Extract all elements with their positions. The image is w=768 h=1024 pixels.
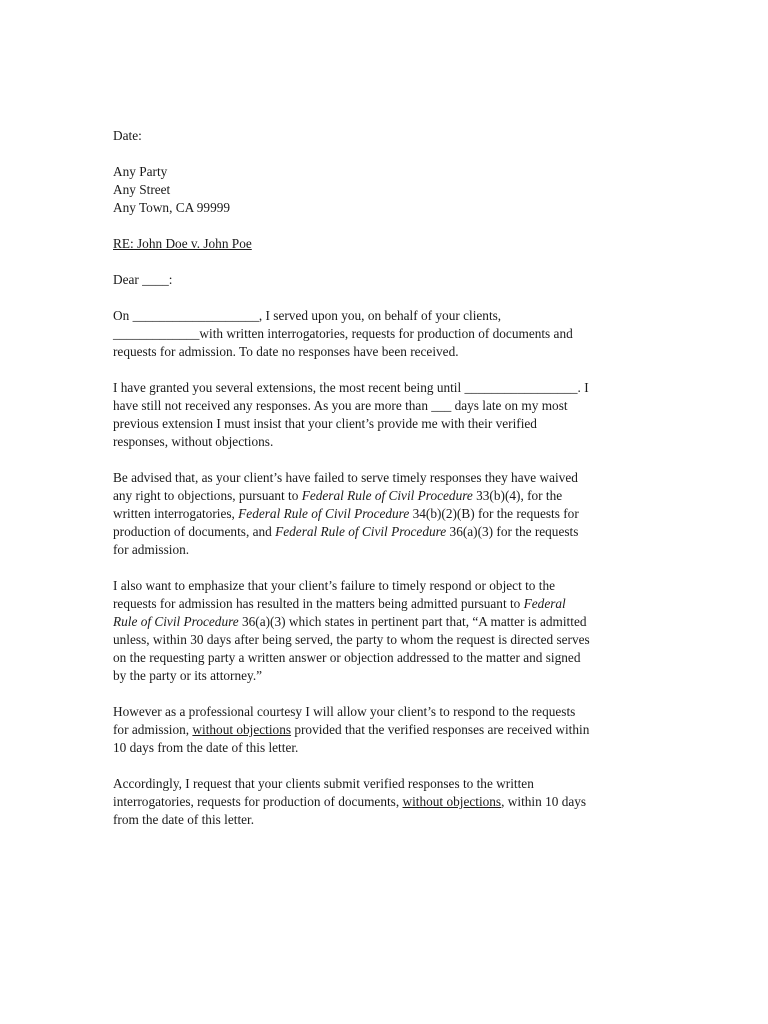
without-objections-emphasis: without objections [402, 794, 502, 809]
p6-line-3: from the date of this letter. [113, 812, 255, 827]
p3-line-3 [113, 505, 643, 523]
p3-line-2-start: any right to objections, pursuant to [113, 488, 302, 503]
p3-line-4 [113, 523, 643, 541]
p2-line-1: I have granted you several extensions, the most recent being until _________________. I [113, 380, 589, 395]
paragraph-1 [113, 307, 643, 361]
letter-body [113, 127, 643, 829]
p6-line-1: Accordingly, I request that your clients submit verified responses to the written [113, 776, 534, 791]
rule-citation: Federal Rule of Civil Procedure [301, 488, 473, 503]
p3-line-2 [113, 487, 643, 505]
p3-line-4-end: 36(a)(3) for the requests [446, 524, 579, 539]
re-subject: RE: John Doe v. John Poe [113, 236, 252, 251]
p4-line-2-start: requests for admission has resulted in the matters being admitted pursuant to [113, 596, 524, 611]
rule-citation-part-2: Rule of Civil Procedure [113, 614, 239, 629]
salutation-text: Dear ____: [113, 272, 173, 287]
p5-line-1: However as a professional courtesy I will allow your client’s to respond to the requests [113, 704, 576, 719]
p3-line-3-end: 34(b)(2)(B) for the requests for [409, 506, 579, 521]
p4-line-5: on the requesting party a written answer or objection addressed to the matter and signed [113, 650, 581, 665]
p4-line-6: by the party or its attorney.” [113, 668, 263, 683]
p3-line-2-end: 33(b)(4), for the [472, 488, 563, 503]
p2-line-2: have still not received any responses. As you are more than ___ days late on my most [113, 398, 568, 413]
paragraph-4 [113, 577, 643, 685]
p5-line-2 [113, 721, 643, 739]
p4-line-2 [113, 595, 643, 613]
address-line-1: Any Party [113, 164, 168, 179]
rule-citation: Federal Rule of Civil Procedure [275, 524, 447, 539]
p3-line-3-start: written interrogatories, [113, 506, 239, 521]
p6-line-2-start: interrogatories, requests for production of documents, [113, 794, 403, 809]
p6-line-2 [113, 793, 643, 811]
address-line-2: Any Street [113, 182, 171, 197]
without-objections-emphasis: without objections [192, 722, 292, 737]
p4-line-3-end: 36(a)(3) which states in pertinent part that, “A matter is admitted [238, 614, 587, 629]
p1-line-3: requests for admission. To date no responses have been received. [113, 344, 459, 359]
re-line [113, 235, 643, 253]
paragraph-6 [113, 775, 643, 829]
p2-line-4: responses, without objections. [113, 434, 274, 449]
recipient-address [113, 163, 643, 217]
p5-line-2-start: for admission, [113, 722, 193, 737]
paragraph-2 [113, 379, 643, 451]
rule-citation-part-1: Federal [523, 596, 566, 611]
rule-citation: Federal Rule of Civil Procedure [238, 506, 410, 521]
salutation [113, 271, 643, 289]
p3-line-5: for admission. [113, 542, 190, 557]
date-line [113, 127, 643, 145]
paragraph-3 [113, 469, 643, 559]
p5-line-2-end: provided that the verified responses are received within [291, 722, 590, 737]
p4-line-3 [113, 613, 643, 631]
p1-line-2: _____________with written interrogatories, requests for production of documents and [113, 326, 573, 341]
p3-line-4-start: production of documents, and [113, 524, 276, 539]
p4-line-1: I also want to emphasize that your client’s failure to timely respond or object to the [113, 578, 555, 593]
p3-line-1: Be advised that, as your client’s have failed to serve timely responses they have waived [113, 470, 578, 485]
p6-line-2-end: , within 10 days [501, 794, 587, 809]
p4-line-4: unless, within 30 days after being served, the party to whom the request is directed serves [113, 632, 590, 647]
p2-line-3: previous extension I must insist that your client’s provide me with their verified [113, 416, 537, 431]
address-line-3: Any Town, CA 99999 [113, 200, 231, 215]
date-label: Date: [113, 128, 142, 143]
paragraph-5 [113, 703, 643, 757]
p5-line-3: 10 days from the date of this letter. [113, 740, 299, 755]
p1-line-1: On ___________________, I served upon you, on behalf of your clients, [113, 308, 502, 323]
